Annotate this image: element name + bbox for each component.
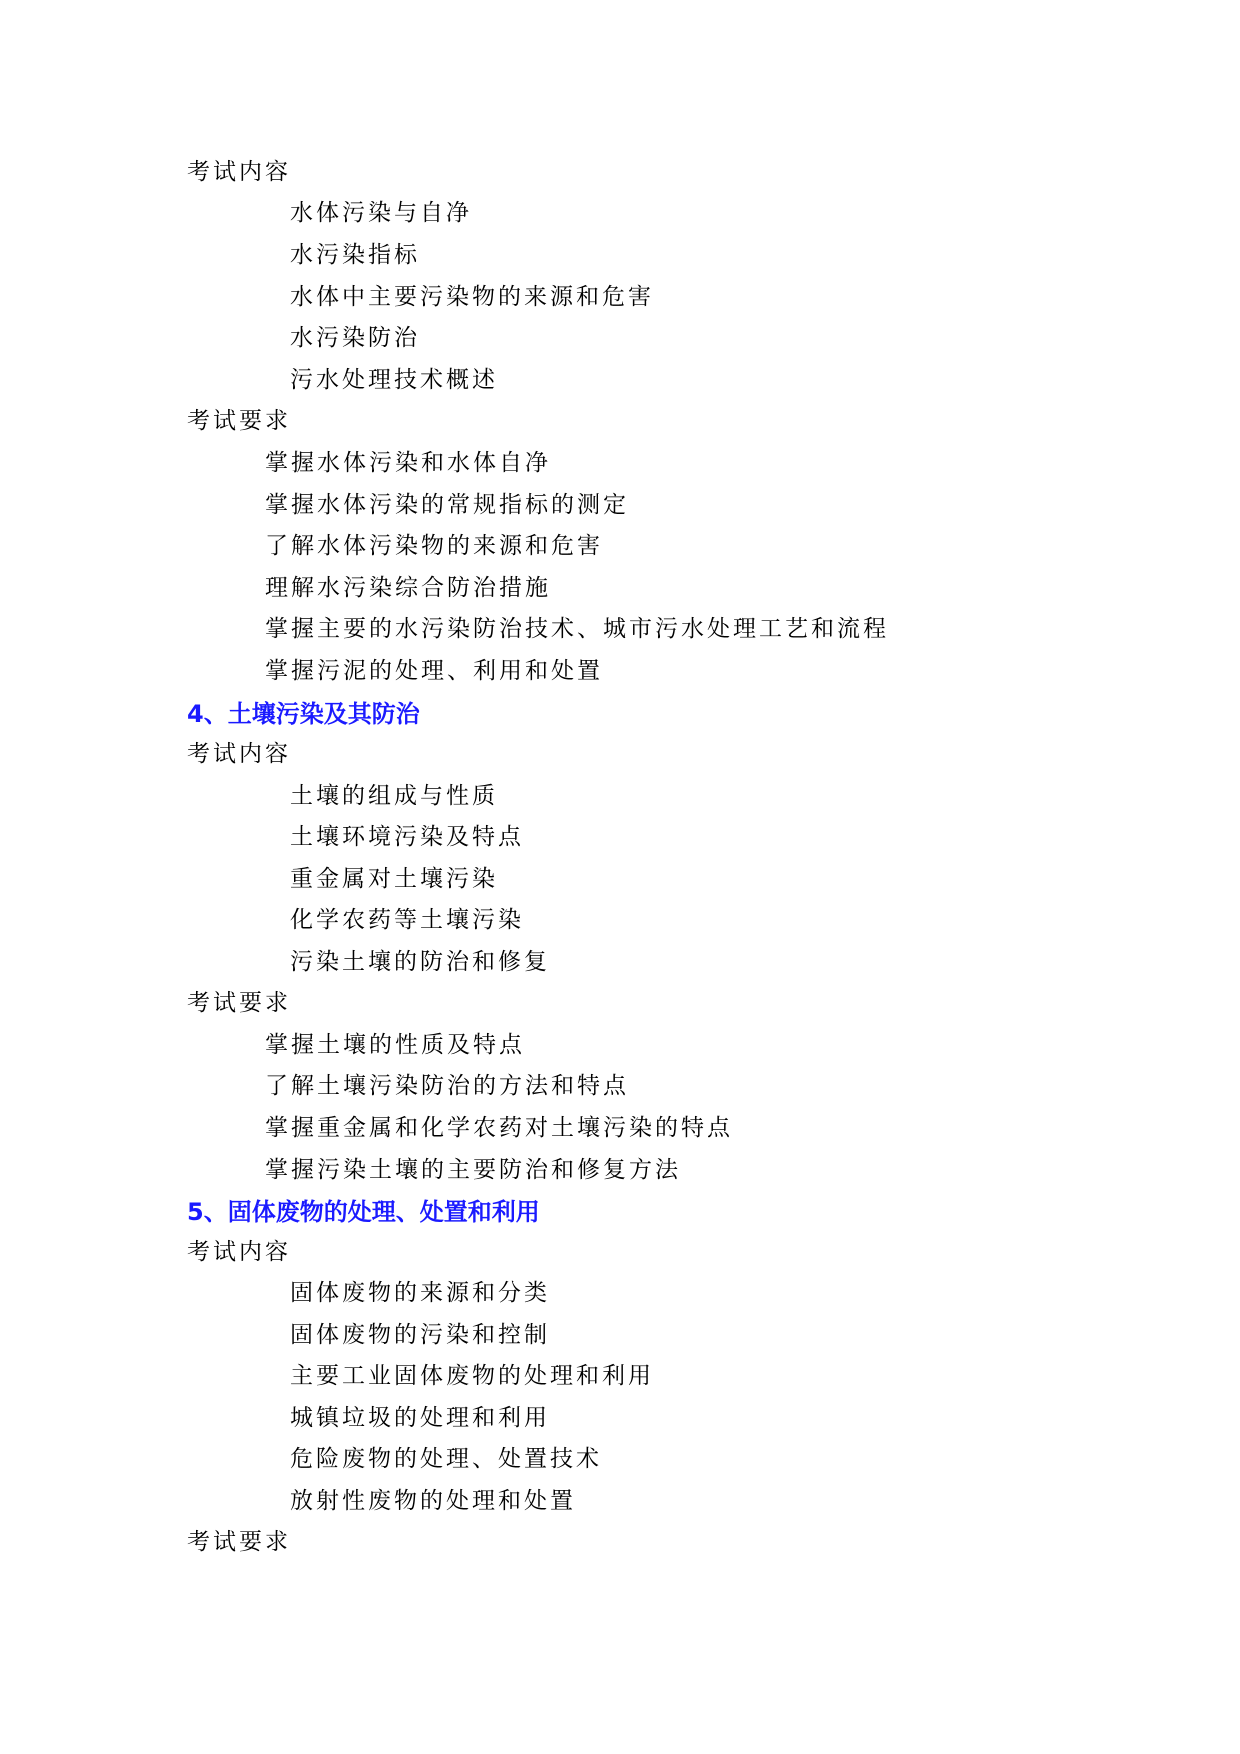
- requirement-item: 掌握主要的水污染防治技术、城市污水处理工艺和流程: [265, 616, 889, 642]
- exam-requirements-label: 考试要求: [187, 1529, 291, 1555]
- content-item: 城镇垃圾的处理和利用: [290, 1405, 550, 1431]
- content-item: 水污染指标: [290, 242, 420, 268]
- exam-requirements-label: 考试要求: [187, 408, 291, 434]
- requirement-item: 掌握污染土壤的主要防治和修复方法: [265, 1157, 681, 1183]
- exam-content-label: 考试内容: [187, 159, 291, 185]
- content-item: 重金属对土壤污染: [290, 866, 498, 892]
- content-item: 水体中主要污染物的来源和危害: [290, 284, 654, 310]
- section-heading: 4、土壤污染及其防治: [187, 700, 420, 728]
- section-heading: 5、固体废物的处理、处置和利用: [187, 1198, 540, 1226]
- content-item: 固体废物的来源和分类: [290, 1280, 550, 1306]
- requirement-item: 掌握污泥的处理、利用和处置: [265, 658, 603, 684]
- exam-requirements-label: 考试要求: [187, 990, 291, 1016]
- content-item: 污染土壤的防治和修复: [290, 949, 550, 975]
- content-item: 化学农药等土壤污染: [290, 907, 524, 933]
- content-item: 固体废物的污染和控制: [290, 1322, 550, 1348]
- content-item: 主要工业固体废物的处理和利用: [290, 1363, 654, 1389]
- content-item: 污水处理技术概述: [290, 367, 498, 393]
- requirement-item: 掌握水体污染和水体自净: [265, 450, 551, 476]
- content-item: 放射性废物的处理和处置: [290, 1488, 576, 1514]
- content-item: 土壤的组成与性质: [290, 783, 498, 809]
- requirement-item: 掌握水体污染的常规指标的测定: [265, 492, 629, 518]
- content-item: 危险废物的处理、处置技术: [290, 1446, 602, 1472]
- requirement-item: 掌握土壤的性质及特点: [265, 1032, 525, 1058]
- requirement-item: 了解土壤污染防治的方法和特点: [265, 1073, 629, 1099]
- requirement-item: 理解水污染综合防治措施: [265, 575, 551, 601]
- content-item: 水体污染与自净: [290, 200, 472, 226]
- exam-content-label: 考试内容: [187, 741, 291, 767]
- exam-content-label: 考试内容: [187, 1239, 291, 1265]
- content-item: 土壤环境污染及特点: [290, 824, 524, 850]
- content-item: 水污染防治: [290, 325, 420, 351]
- requirement-item: 掌握重金属和化学农药对土壤污染的特点: [265, 1115, 733, 1141]
- requirement-item: 了解水体污染物的来源和危害: [265, 533, 603, 559]
